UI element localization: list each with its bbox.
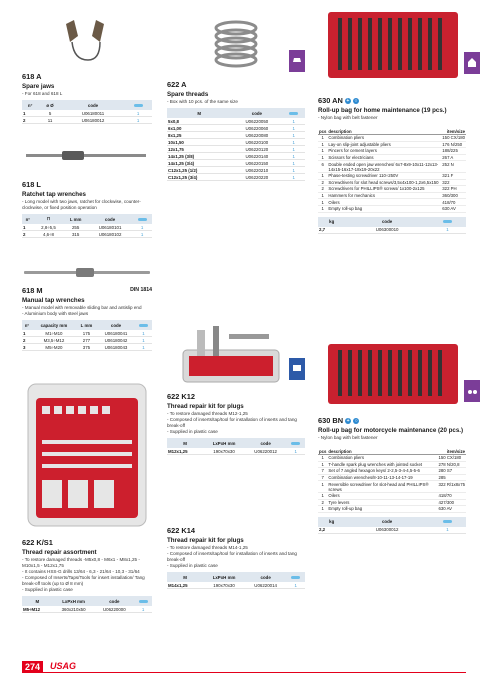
table-cell: 1 — [124, 117, 152, 124]
product-subtitle: Manual tap wrenches — [22, 297, 85, 304]
product-description: - Box with 10 pcs. of the same size — [167, 99, 238, 104]
product-code — [318, 96, 466, 105]
din-label: DIN 1814 — [130, 287, 152, 293]
spec-table — [22, 214, 152, 238]
contents-cell: 1 — [318, 141, 327, 148]
table-cell: 1 — [429, 227, 466, 234]
table-cell: 1 — [135, 337, 152, 344]
product-code: 622 K12 — [167, 392, 195, 401]
table-cell: 2 — [22, 117, 38, 124]
table-cell: 2,8÷5,5 — [34, 224, 64, 231]
table-row — [167, 132, 305, 139]
product-code: 622 K14 — [167, 526, 195, 535]
table-header-cell — [134, 596, 152, 606]
table-header-cell: kg — [318, 217, 345, 227]
table-header-cell — [282, 108, 305, 118]
table-cell: 14x1,25 (3/8) — [167, 153, 231, 160]
contents-cell: Oilers — [327, 199, 441, 206]
contents-row — [318, 205, 466, 212]
table-header-cell: kg — [318, 517, 345, 527]
category-tab — [289, 50, 305, 72]
table-header-cell: code — [245, 438, 287, 448]
contents-cell: 150 CX/180 — [442, 135, 465, 141]
table-header-row — [22, 596, 152, 606]
pack-icon — [291, 576, 300, 579]
contents-cell: Pincers for cement layers — [327, 148, 441, 155]
table-cell: 2,7 — [318, 227, 345, 234]
contents-cell: 1 — [318, 192, 327, 199]
contents-cell: 418/70 — [437, 492, 466, 499]
contents-cell: 7 — [318, 474, 327, 481]
contents-cell: 280 S7 — [437, 468, 466, 475]
contents-cell: 2 — [318, 179, 327, 186]
circle-icon: ○ — [354, 418, 358, 425]
table-header-cell: code — [231, 108, 282, 118]
contents-cell: 1 — [318, 148, 327, 155]
product-subtitle: Spare jaws — [22, 83, 55, 90]
contents-row — [318, 499, 466, 506]
table-header-cell: LxPxH mm — [53, 596, 95, 606]
table-header-row — [22, 100, 152, 110]
table-cell: 277 — [76, 337, 97, 344]
table-cell: U06220012 — [245, 448, 287, 455]
table-header-cell: code — [245, 572, 287, 582]
table-header-cell: LxPxH mm — [203, 572, 245, 582]
table-cell: M12x1,25 — [167, 448, 203, 455]
table-cell: 1 — [282, 132, 305, 139]
product-description: - To restore damaged threads -M5x0,8 - M6x1 - M8x1,25 - M10x1,5 - M12x1,75 - It contains HSS-G drills 13/64 - 6,3 - 21/64 - 10,3 - 31/64 - Composed of Inserts/Taps/Tools for insert installation/ Tang break-off tools (up to Ø 8 mm) - Supplied in plastic case — [22, 557, 145, 592]
table-cell: U06220080 — [231, 132, 282, 139]
contents-cell: 188/225 — [441, 148, 466, 155]
table-header-cell: n° — [22, 100, 38, 110]
table-cell: 190x70x30 — [203, 448, 245, 455]
contents-row — [318, 179, 466, 186]
table-header-row — [22, 214, 152, 224]
contents-cell: Hammers for mechanics — [327, 192, 441, 199]
table-cell: M5÷M20 — [32, 344, 76, 351]
table-header-cell: code — [345, 217, 428, 227]
contents-row — [318, 506, 466, 513]
contents-cell: 630 AV — [437, 506, 466, 513]
house-icon — [467, 56, 477, 68]
product-description: - To restore damaged threads M12-1,25 - Composed of inserts/tap/tool for installation of inserts and tang break-off - Supplied in plastic case — [167, 411, 297, 434]
table-cell: U06220120 — [231, 146, 282, 153]
contents-row — [318, 474, 466, 481]
pack-icon — [443, 220, 452, 223]
contents-cell: 322 R/1x8x75 — [437, 481, 466, 493]
table-header-cell: M — [167, 438, 203, 448]
contents-row — [318, 468, 466, 475]
contents-cell: 1 — [318, 172, 327, 179]
category-tab — [289, 358, 305, 380]
table-cell: U06300012 — [345, 527, 428, 534]
table-cell: U06220140 — [231, 153, 282, 160]
table-cell: U06220060 — [231, 125, 282, 132]
table-cell: C12x1,25 (1/2) — [167, 167, 231, 174]
table-header-cell — [429, 217, 466, 227]
table-header-cell: code — [94, 596, 134, 606]
table-cell: U06180012 — [62, 117, 124, 124]
contents-cell: Lay-on slip-joint adjustable pliers — [327, 141, 441, 148]
table-cell: 1 — [124, 110, 152, 117]
table-cell: U06180101 — [88, 224, 132, 231]
table-row — [318, 527, 466, 534]
contents-row — [318, 141, 466, 148]
table-row — [167, 146, 305, 153]
circle-icon: ○ — [354, 98, 358, 105]
product-subtitle: Thread repair kit for plugs — [167, 537, 244, 544]
flag-icon — [292, 362, 302, 374]
pack-icon — [134, 104, 143, 107]
contents-table — [318, 449, 466, 513]
contents-cell: Tyre levers — [327, 499, 437, 506]
contents-cell: 427/300 — [437, 499, 466, 506]
contents-row — [318, 192, 466, 199]
ratchet-wrench-image — [22, 140, 152, 172]
table-cell: 1 — [282, 160, 305, 167]
contents-cell: Set of 7 angled hexagon keys/ 2-2,5-3-4-4,5-5-6 — [327, 468, 437, 475]
contents-cell: Reversible screwdriver for slot-head and PHILLIPS® screws — [327, 481, 437, 493]
table-cell: 1 — [282, 118, 305, 125]
contents-row — [318, 186, 466, 193]
table-cell: 1 — [429, 527, 466, 534]
contents-cell: 322 PH — [441, 186, 466, 193]
table-cell: U06220000 — [94, 606, 134, 613]
contents-cell: 252 N — [441, 161, 466, 173]
table-cell: U06220014 — [245, 582, 287, 589]
table-header-cell: n° — [22, 320, 32, 330]
table-cell: 360x210x50 — [53, 606, 95, 613]
table-cell: 11 — [38, 117, 62, 124]
table-cell: 1 — [282, 139, 305, 146]
contents-cell: 1 — [318, 506, 327, 513]
contents-cell: Scissors for electricians — [327, 154, 441, 161]
contents-cell: Combination wrenches/8-10-11-13-14-17-19 — [327, 474, 437, 481]
table-cell: 8x1,25 — [167, 132, 231, 139]
pack-icon — [289, 112, 298, 115]
contents-header-cell: item/size — [441, 129, 466, 135]
table-header-cell: LxPxH mm — [203, 438, 245, 448]
table-cell: 190x70x30 — [203, 582, 245, 589]
table-cell: 1 — [282, 146, 305, 153]
table-header-cell: L mm — [76, 320, 97, 330]
table-cell: 1 — [135, 330, 152, 337]
spec-table — [22, 100, 152, 124]
table-cell: U06180043 — [97, 344, 135, 351]
product-code-text: 618 M — [22, 286, 43, 295]
table-header-row — [22, 320, 152, 330]
product-subtitle: Thread repair assortment — [22, 549, 97, 556]
pack-icon — [139, 324, 148, 327]
table-header-row — [318, 517, 466, 527]
product-description: - For 618 and 618 L — [22, 91, 63, 96]
product-code — [22, 286, 152, 295]
order-table — [318, 517, 466, 534]
product-subtitle: Roll-up bag for motorcycle maintenance (20 pcs.) — [318, 427, 464, 434]
table-cell: 1 — [22, 224, 34, 231]
contents-cell: Screwdrivers for slot head screws/3,5x4x100-1,2x6,5x150 — [327, 179, 441, 186]
table-header-cell: code — [345, 517, 428, 527]
table-cell: C12x1,25 (3/4) — [167, 174, 231, 181]
table-cell: U06220100 — [231, 139, 282, 146]
contents-row — [318, 199, 466, 206]
contents-cell: Empty roll-up bag — [327, 506, 437, 513]
contents-table — [318, 129, 466, 213]
table-header-cell — [132, 214, 152, 224]
table-header-cell: L mm — [63, 214, 87, 224]
contents-cell: Double ended open jaw wrenches/ 6x7-8x9-10x11-12x13-14x15-16x17-18x19-20x22 — [327, 161, 441, 173]
table-row — [318, 227, 466, 234]
product-description: - Manual model with removable sliding bar and antislip end - Aluminium body with steel jaws — [22, 305, 142, 316]
table-header-cell: code — [97, 320, 135, 330]
table-cell: 5 — [38, 110, 62, 117]
contents-cell: 2 — [318, 186, 327, 193]
contents-cell: T-handle spark plug wrenches with jointed socket — [327, 461, 437, 468]
spec-table — [167, 572, 305, 589]
table-header-cell: M — [167, 108, 231, 118]
contents-cell: 1 — [318, 205, 327, 212]
table-cell: 1 — [282, 125, 305, 132]
contents-cell: 1 — [318, 492, 327, 499]
product-description: - Nylon bag with belt fastener — [318, 115, 378, 120]
page-number: 274 — [22, 661, 43, 673]
contents-cell: 1 — [318, 135, 327, 142]
contents-cell: 1 — [318, 455, 327, 462]
table-row — [167, 125, 305, 132]
table-row — [22, 231, 152, 238]
table-cell: M3,5÷M12 — [32, 337, 76, 344]
spec-table — [22, 596, 152, 613]
contents-cell: 150 CX/180 — [437, 455, 466, 462]
contents-cell: 1 — [318, 461, 327, 468]
table-row — [22, 337, 152, 344]
table-cell: 255 — [63, 224, 87, 231]
product-subtitle: Roll-up bag for home maintenance (19 pcs.) — [318, 107, 447, 114]
spec-table — [167, 108, 305, 181]
table-cell: 14x1,25 (3/4) — [167, 160, 231, 167]
contents-cell: Combination pliers — [327, 135, 441, 142]
footer-rule — [22, 672, 466, 673]
contents-cell: 1 — [318, 481, 327, 493]
product-subtitle: Ratchet tap wrenches — [22, 191, 86, 198]
table-cell: 315 — [63, 231, 87, 238]
table-header-cell: M — [167, 572, 203, 582]
motorcycle-icon — [467, 384, 477, 396]
table-header-cell: n° — [22, 214, 34, 224]
plus-icon: + — [346, 418, 350, 425]
table-cell: 375 — [76, 344, 97, 351]
contents-cell: 321 F — [441, 172, 466, 179]
contents-row — [318, 154, 466, 161]
contents-row — [318, 172, 466, 179]
contents-cell: Empty roll-up bag — [327, 205, 441, 212]
table-cell: U06180102 — [88, 231, 132, 238]
table-cell: 2 — [22, 337, 32, 344]
table-cell: M5÷M12 — [22, 606, 53, 613]
table-row — [167, 139, 305, 146]
table-cell: 1 — [132, 224, 152, 231]
contents-header-cell: pcs — [319, 129, 327, 134]
table-header-cell — [286, 572, 305, 582]
contents-cell: 1 — [318, 154, 327, 161]
table-header-cell: code — [62, 100, 124, 110]
thread-repair-case-image — [24, 380, 150, 530]
table-header-cell — [124, 100, 152, 110]
product-code — [318, 416, 466, 425]
product-description: - Nylon bag with belt fastener — [318, 435, 378, 440]
pack-icon — [139, 600, 148, 603]
contents-header-cell: description — [327, 129, 441, 135]
product-code: 618 L — [22, 180, 41, 189]
table-cell: 1 — [22, 330, 32, 337]
table-row — [22, 117, 152, 124]
contents-row — [318, 135, 466, 142]
product-code-text: 630 BN — [318, 416, 344, 425]
table-row — [167, 160, 305, 167]
category-tab — [464, 52, 480, 74]
table-row — [167, 153, 305, 160]
table-header-row — [167, 572, 305, 582]
table-cell: U06220220 — [231, 174, 282, 181]
table-header-cell: code — [88, 214, 132, 224]
table-header-cell: capacity mm — [32, 320, 76, 330]
table-row — [167, 167, 305, 174]
table-cell: U06220210 — [231, 167, 282, 174]
contents-cell: 267 A — [441, 154, 466, 161]
table-header-row — [318, 217, 466, 227]
table-cell: 5x0,8 — [167, 118, 231, 125]
contents-cell: 6 — [318, 161, 327, 173]
contents-cell: 418/70 — [441, 199, 466, 206]
pack-icon — [291, 442, 300, 445]
contents-row — [318, 461, 466, 468]
table-cell: M1÷M10 — [32, 330, 76, 337]
spare-jaws-image — [52, 14, 127, 66]
contents-cell: Phase-testing screwdriver 110÷250V — [327, 172, 441, 179]
table-cell: U06180011 — [62, 110, 124, 117]
product-description: - Long model with two jaws, ratchet for clockwise, counter-clockwise, or fixed position operation — [22, 199, 141, 210]
table-cell: 12x1,75 — [167, 146, 231, 153]
table-row — [22, 606, 152, 613]
table-cell: 2,2 — [318, 527, 345, 534]
table-cell: U06300010 — [345, 227, 428, 234]
table-cell: 3 — [22, 344, 32, 351]
table-cell: M14x1,25 — [167, 582, 203, 589]
kit-k12-image — [177, 320, 297, 390]
contents-cell: 360/300 — [441, 192, 466, 199]
contents-row — [318, 455, 466, 462]
contents-cell: 7 — [318, 468, 327, 475]
spec-table — [22, 320, 152, 351]
contents-header-cell: item/size — [437, 449, 466, 455]
table-cell: 6x1,00 — [167, 125, 231, 132]
product-description: - To restore damaged threads M14-1,25 - Composed of inserts/tap/tool for installation of inserts and tang break-off - Supplied in plastic case — [167, 545, 297, 568]
table-header-row — [167, 108, 305, 118]
product-subtitle: Thread repair kit for plugs — [167, 403, 244, 410]
table-cell: 1 — [22, 110, 38, 117]
pack-icon — [138, 218, 147, 221]
table-cell: U06180041 — [97, 330, 135, 337]
car-icon — [292, 54, 302, 66]
table-cell: 4,6÷8 — [34, 231, 64, 238]
table-row — [167, 582, 305, 589]
table-cell: 1 — [135, 344, 152, 351]
table-row — [167, 174, 305, 181]
product-code: 622 K/S1 — [22, 538, 53, 547]
contents-row — [318, 161, 466, 173]
table-header-cell — [135, 320, 152, 330]
table-cell: 1 — [282, 153, 305, 160]
brand-logo: USAG — [50, 661, 77, 671]
product-subtitle: Spare threads — [167, 91, 209, 98]
contents-header-cell: description — [327, 449, 437, 455]
table-cell: U06220150 — [231, 160, 282, 167]
table-cell: 175 — [76, 330, 97, 337]
contents-cell: 630 AV — [441, 205, 466, 212]
table-header-cell: ø Ø — [38, 100, 62, 110]
table-header-cell: M — [22, 596, 53, 606]
order-table — [318, 217, 466, 234]
table-cell: 1 — [282, 174, 305, 181]
table-header-row — [167, 438, 305, 448]
category-tab — [464, 380, 480, 402]
contents-row — [318, 481, 466, 493]
spec-table — [167, 438, 305, 455]
spare-threads-image — [207, 18, 265, 72]
contents-cell: 176 N/250 — [441, 141, 466, 148]
roll-up-bag-moto-image — [326, 340, 460, 412]
contents-cell: 1 — [318, 199, 327, 206]
table-row — [22, 344, 152, 351]
pack-icon — [443, 520, 452, 523]
table-cell: 2 — [22, 231, 34, 238]
contents-cell: 322 — [441, 179, 466, 186]
table-cell: 1 — [286, 448, 305, 455]
table-cell: 1 — [286, 582, 305, 589]
contents-cell: Oilers — [327, 492, 437, 499]
table-cell: U06220050 — [231, 118, 282, 125]
table-header-cell: ⊓ — [34, 214, 64, 224]
table-cell: 10x1,50 — [167, 139, 231, 146]
contents-cell: 285 — [437, 474, 466, 481]
tap-wrench-image — [22, 264, 152, 282]
table-cell: U06180042 — [97, 337, 135, 344]
page-footer — [22, 661, 466, 673]
table-row — [167, 448, 305, 455]
contents-row — [318, 148, 466, 155]
table-cell: 1 — [282, 167, 305, 174]
contents-row — [318, 492, 466, 499]
table-header-cell — [286, 438, 305, 448]
product-code-text: 630 AN — [318, 96, 343, 105]
table-header-cell — [429, 517, 466, 527]
contents-cell: 278 N/20,8 — [437, 461, 466, 468]
contents-header-cell: pcs — [319, 449, 327, 454]
roll-up-bag-home-image — [326, 8, 460, 88]
contents-cell: 2 — [318, 499, 327, 506]
product-code: 622 A — [167, 80, 187, 89]
plus-icon: + — [346, 98, 350, 105]
table-cell: 1 — [132, 231, 152, 238]
contents-cell: Combination pliers — [327, 455, 437, 462]
contents-cell: Screwdrivers for PHILLIPS® screws/ 1x100-2x125 — [327, 186, 441, 193]
table-cell: 1 — [134, 606, 152, 613]
product-code: 618 A — [22, 72, 42, 81]
